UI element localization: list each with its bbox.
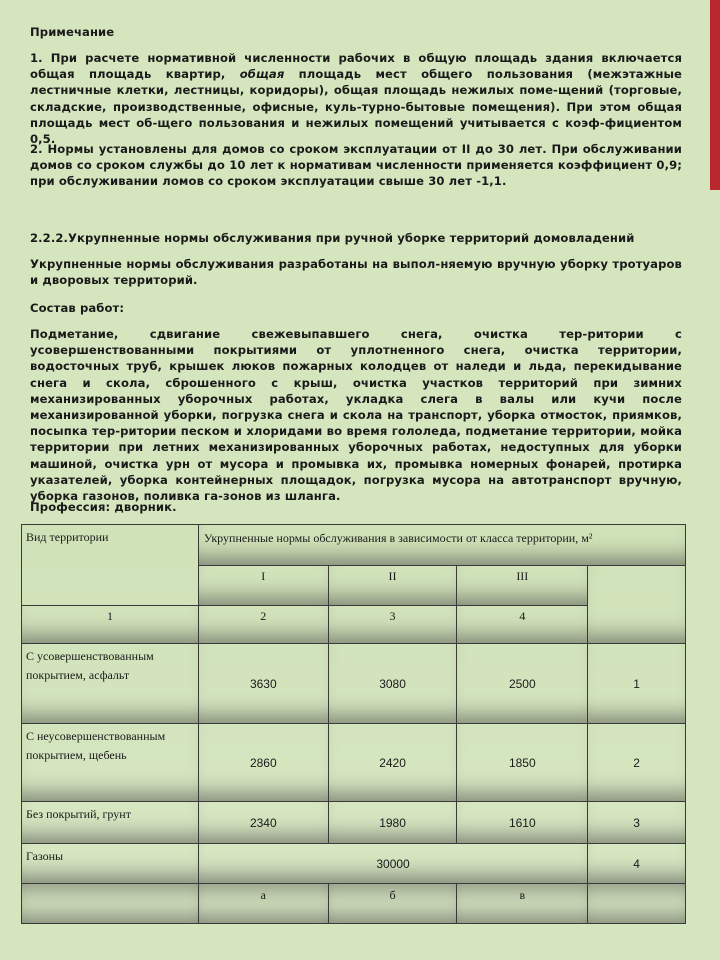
row-index: 4: [588, 844, 686, 884]
row-label: С неусовершенствованным покрытием, щебень: [22, 724, 199, 802]
section-intro: Укрупненные нормы обслуживания разработаны на выпол-няемую вручную уборку тротуаров и дворовых территорий.: [30, 257, 682, 288]
profession: Профессия: дворник.: [30, 500, 177, 514]
note-paragraph-1: [30, 50, 682, 147]
cell-value: 2500: [457, 644, 588, 724]
table-row: [22, 802, 686, 844]
cell-value: 1980: [328, 802, 457, 844]
row-index: 2: [588, 724, 686, 802]
note-title: Примечание: [30, 25, 115, 39]
cell-value: 2420: [328, 724, 457, 802]
works-title: Состав работ:: [30, 301, 125, 315]
row-label: С усовершенствованным покрытием, асфальт: [22, 644, 199, 724]
works-text: Подметание, сдвигание свежевыпавшего снега, очистка тер-ритории с усовершенствованными покрытиями от уплотненного снега, очистка территории, водосточных труб, крышек люков пожарных колодцев от наледи и льда, перекидывание снега и скола, сброшенного с крыш, очистка участков территорий при зимних механизированных уборочных работах, укладка слега в валы или кучи после механизированной уборки, погрузка снега и скола на транспорт, уборка отмосток, приямков, посыпка тер-ритории песком и хлоридами во время гололеда, подметание территории, мойка территории при летних механизированных уборочных работах, недоступных для уборки машиной, очистка урн от мусора и промывка их, промывка номерных фонарей, протирка указателей, уборка контейнерных площадок, погрузка мусора на автотранспорт вручную, уборка газонов, поливка га-зонов из шланга.: [30, 327, 682, 504]
row-index: 1: [588, 644, 686, 724]
section-heading: 2.2.2.Укрупненные нормы обслуживания при ручной уборке территорий домовладений: [30, 231, 635, 245]
cell-value: 3080: [328, 644, 457, 724]
footer-letter: б: [328, 884, 457, 924]
col-number-4: 4: [457, 606, 588, 644]
class-I: I: [198, 566, 328, 606]
footer-letter: а: [198, 884, 328, 924]
row-label: Газоны: [22, 844, 199, 884]
footer-letter: в: [457, 884, 588, 924]
col-number-1: 1: [22, 606, 199, 644]
table-row: [22, 644, 686, 724]
header-norms: Укрупненные нормы обслуживания в зависимости от класса территории, м²: [198, 525, 685, 566]
header-territory-type: Вид территории: [22, 525, 199, 606]
blank-footer-cell: [22, 884, 199, 924]
cell-value: 2340: [198, 802, 328, 844]
note-1-part-b: площадь мест общего пользования (межэтажные лестничные клетки, лестницы, коридоры), общая площадь нежилых поме-щений (торговые, складские, производственные, офисные, куль-турно-бытовые помещения). При этом общая площадь мест об-щего пользования и нежилых помещений учитывается с коэф-фициентом 0,5.: [30, 67, 682, 147]
cell-value-merged: 30000: [198, 844, 587, 884]
blank-footer-cell: [588, 884, 686, 924]
cell-value: 2860: [198, 724, 328, 802]
table-row: [22, 884, 686, 924]
table-row: [22, 724, 686, 802]
class-II: II: [328, 566, 457, 606]
col-number-3: 3: [328, 606, 457, 644]
blank-header-cell: [588, 566, 686, 644]
cell-value: 1610: [457, 802, 588, 844]
class-III: III: [457, 566, 588, 606]
table-row: [22, 844, 686, 884]
cell-value: 3630: [198, 644, 328, 724]
row-index: 3: [588, 802, 686, 844]
accent-bar: [710, 0, 720, 190]
note-1-emphasis: общая: [239, 67, 285, 82]
note-paragraph-2: 2. Нормы установлены для домов со сроком эксплуатации от II до 30 лет. При обслуживании домов со сроком службы до 10 лет к нормативам численности применяется коэффициент 0,9; при обслуживании ломов со сроком эксплуатации свыше 30 лет -1,1.: [30, 142, 682, 189]
cell-value: 1850: [457, 724, 588, 802]
row-label: Без покрытий, грунт: [22, 802, 199, 844]
col-number-2: 2: [198, 606, 328, 644]
norms-table: [21, 524, 686, 924]
note-1-part-a: 1. При расчете нормативной численности рабочих в общую площадь здания включается общая площадь квартир,: [30, 51, 682, 82]
